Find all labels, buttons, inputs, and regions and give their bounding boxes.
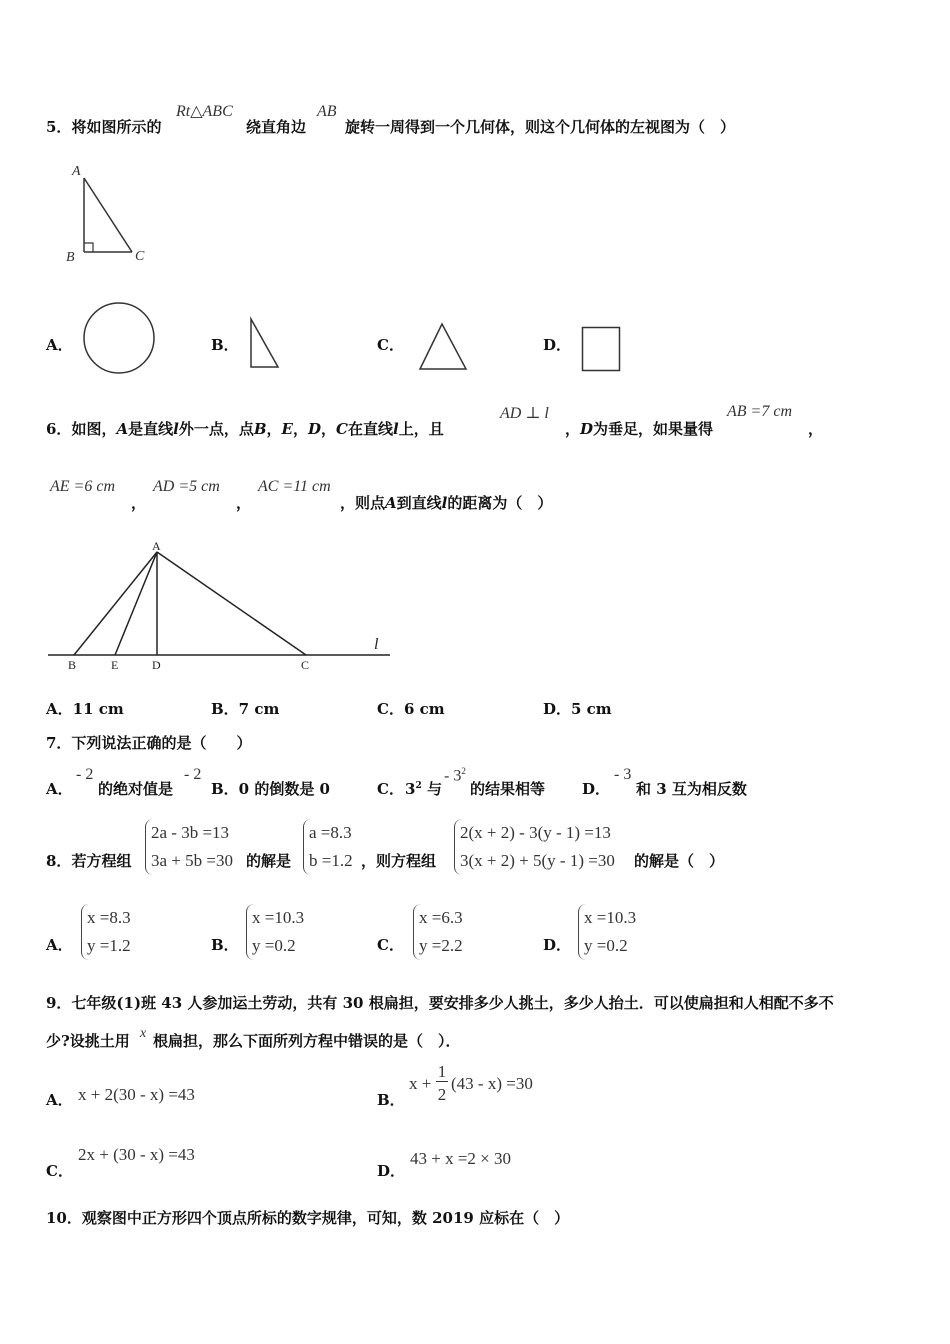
q5-label-c: C: [135, 249, 145, 264]
q6-stem-line1b: ，D为垂足，如果量得: [565, 420, 714, 438]
q9-option-d-label[interactable]: D．: [377, 1162, 406, 1180]
q5-stem-3: 旋转一周得到一个几何体，则这个几何体的左视图为（ ）: [345, 118, 736, 136]
q8-option-c-label[interactable]: C．: [377, 936, 404, 954]
q5-label-a: A: [72, 164, 81, 179]
q7-option-a-label[interactable]: A．: [46, 780, 73, 798]
q9-stem-line1: 9．七年级(1)班 43 人参加运土劳动，共有 30 根扁担，要安排多少人挑土，多少人抬土．可以使扁担和人相配不多不: [46, 994, 834, 1012]
q6-math-perp: AD ⊥ l: [500, 405, 549, 422]
q9-option-b-denominator: 2: [437, 1085, 447, 1104]
q7-d-text: 和 3 互为相反数: [636, 780, 747, 798]
q7-c-math: - $3^2$: [444, 766, 466, 785]
q6-label-l: l: [374, 636, 379, 653]
isosceles-triangle-icon: [418, 322, 470, 372]
q7-a-math-1: - 2: [76, 766, 94, 783]
q9-option-b-label[interactable]: B．: [377, 1091, 405, 1109]
q6-math-ad: AD =5 cm: [153, 478, 220, 495]
q6-label-c: C: [301, 658, 310, 672]
q7-a-math-2: - 2: [184, 766, 202, 783]
right-triangle-icon: [248, 317, 282, 371]
q8-stem-1: 8．若方程组: [46, 852, 132, 870]
q5-option-d-label[interactable]: D．: [543, 336, 572, 354]
q8-system-1: 2a - 3b =13 3a + 5b =30: [145, 819, 233, 875]
q8-option-b-system: x =10.3 y =0.2: [246, 904, 304, 960]
q8-option-b-label[interactable]: B．: [211, 936, 239, 954]
q7-a-text: 的绝对值是: [98, 780, 174, 798]
q5-figure-triangle: [60, 160, 160, 270]
q5-stem: 5．将如图所示的: [46, 118, 162, 136]
circle-icon: [82, 301, 158, 377]
q8-option-a-label[interactable]: A．: [46, 936, 73, 954]
q8-stem-2: 的解是: [246, 852, 292, 870]
q6-option-d[interactable]: D．5 cm: [543, 700, 612, 718]
q7-option-b[interactable]: B．0 的倒数是 0: [211, 780, 330, 798]
q8-option-d-label[interactable]: D．: [543, 936, 572, 954]
q6-math-ab: AB =7 cm: [727, 403, 792, 420]
q9-option-d-eq: 43 + x =2 × 30: [410, 1149, 512, 1168]
q9-option-a-eq: x + 2(30 - x) =43: [78, 1085, 195, 1104]
q6-math-ac: AC =11 cm: [258, 478, 331, 495]
q6-comma-3: ，: [236, 494, 252, 512]
q7-stem: 7．下列说法正确的是（ ）: [46, 734, 252, 752]
q8-stem-3: ，则方程组: [361, 852, 437, 870]
q8-system-2: 2(x + 2) - 3(y - 1) =13 3(x + 2) + 5(y - 1) =30: [454, 819, 615, 875]
q9-option-b-post: (43 - x) =30: [451, 1074, 533, 1093]
q6-comma-1: ，: [808, 420, 824, 438]
q6-label-d: D: [152, 658, 161, 672]
q5-option-b-label[interactable]: B．: [211, 336, 239, 354]
square-icon: [581, 326, 623, 374]
q6-comma-2: ，: [131, 494, 147, 512]
q8-option-d-system: x =10.3 y =0.2: [578, 904, 636, 960]
q8-option-c-system: x =6.3 y =2.2: [413, 904, 463, 960]
q7-c-text: $3^2$ 与: [405, 780, 442, 798]
q8-solution: a =8.3 b =1.2: [303, 819, 353, 875]
q7-option-c-label[interactable]: C．: [377, 780, 404, 798]
q9-option-c-eq: 2x + (30 - x) =43: [78, 1145, 195, 1164]
q8-option-a-system: x =8.3 y =1.2: [81, 904, 131, 960]
q7-d-math: - 3: [614, 766, 632, 783]
q5-stem-2: 绕直角边: [246, 118, 307, 136]
q9-math-x: x: [140, 1026, 147, 1041]
q5-math-triangle: Rt△ABC: [176, 103, 233, 120]
q6-figure: [44, 536, 404, 676]
q6-label-a: A: [152, 539, 161, 553]
q6-option-c[interactable]: C．6 cm: [377, 700, 445, 718]
q9-option-a-label[interactable]: A．: [46, 1091, 73, 1109]
q6-math-ae: AE =6 cm: [50, 478, 115, 495]
q5-option-a-label[interactable]: A．: [46, 336, 73, 354]
q10-stem: 10．观察图中正方形四个顶点所标的数字规律，可知，数 2019 应标在（ ）: [46, 1209, 570, 1227]
q6-stem-line1: 6．如图，A是直线l外一点，点B，E，D，C在直线l上，且: [46, 420, 444, 438]
q6-stem-line2: ，则点A到直线l的距离为（ ）: [340, 494, 553, 512]
q5-label-b: B: [66, 250, 75, 265]
q9-option-c-label[interactable]: C．: [46, 1162, 73, 1180]
q6-option-b[interactable]: B．7 cm: [211, 700, 280, 718]
q5-math-ab: AB: [317, 103, 337, 120]
q8-stem-4: 的解是（ ）: [634, 852, 725, 870]
q9-option-b-numerator: 1: [437, 1062, 447, 1081]
q6-label-b: B: [68, 658, 77, 672]
q6-option-a[interactable]: A．11 cm: [46, 700, 124, 718]
q7-option-d-label[interactable]: D．: [582, 780, 611, 798]
q6-label-e: E: [111, 658, 119, 672]
q9-stem-line2b: 根扁担，那么下面所列方程中错误的是（ ）．: [153, 1032, 461, 1050]
q9-option-b-pre: x +: [409, 1074, 432, 1093]
q9-stem-line2a: 少?设挑土用: [46, 1032, 130, 1050]
q5-option-c-label[interactable]: C．: [377, 336, 404, 354]
q7-c-text-2: 的结果相等: [470, 780, 546, 798]
